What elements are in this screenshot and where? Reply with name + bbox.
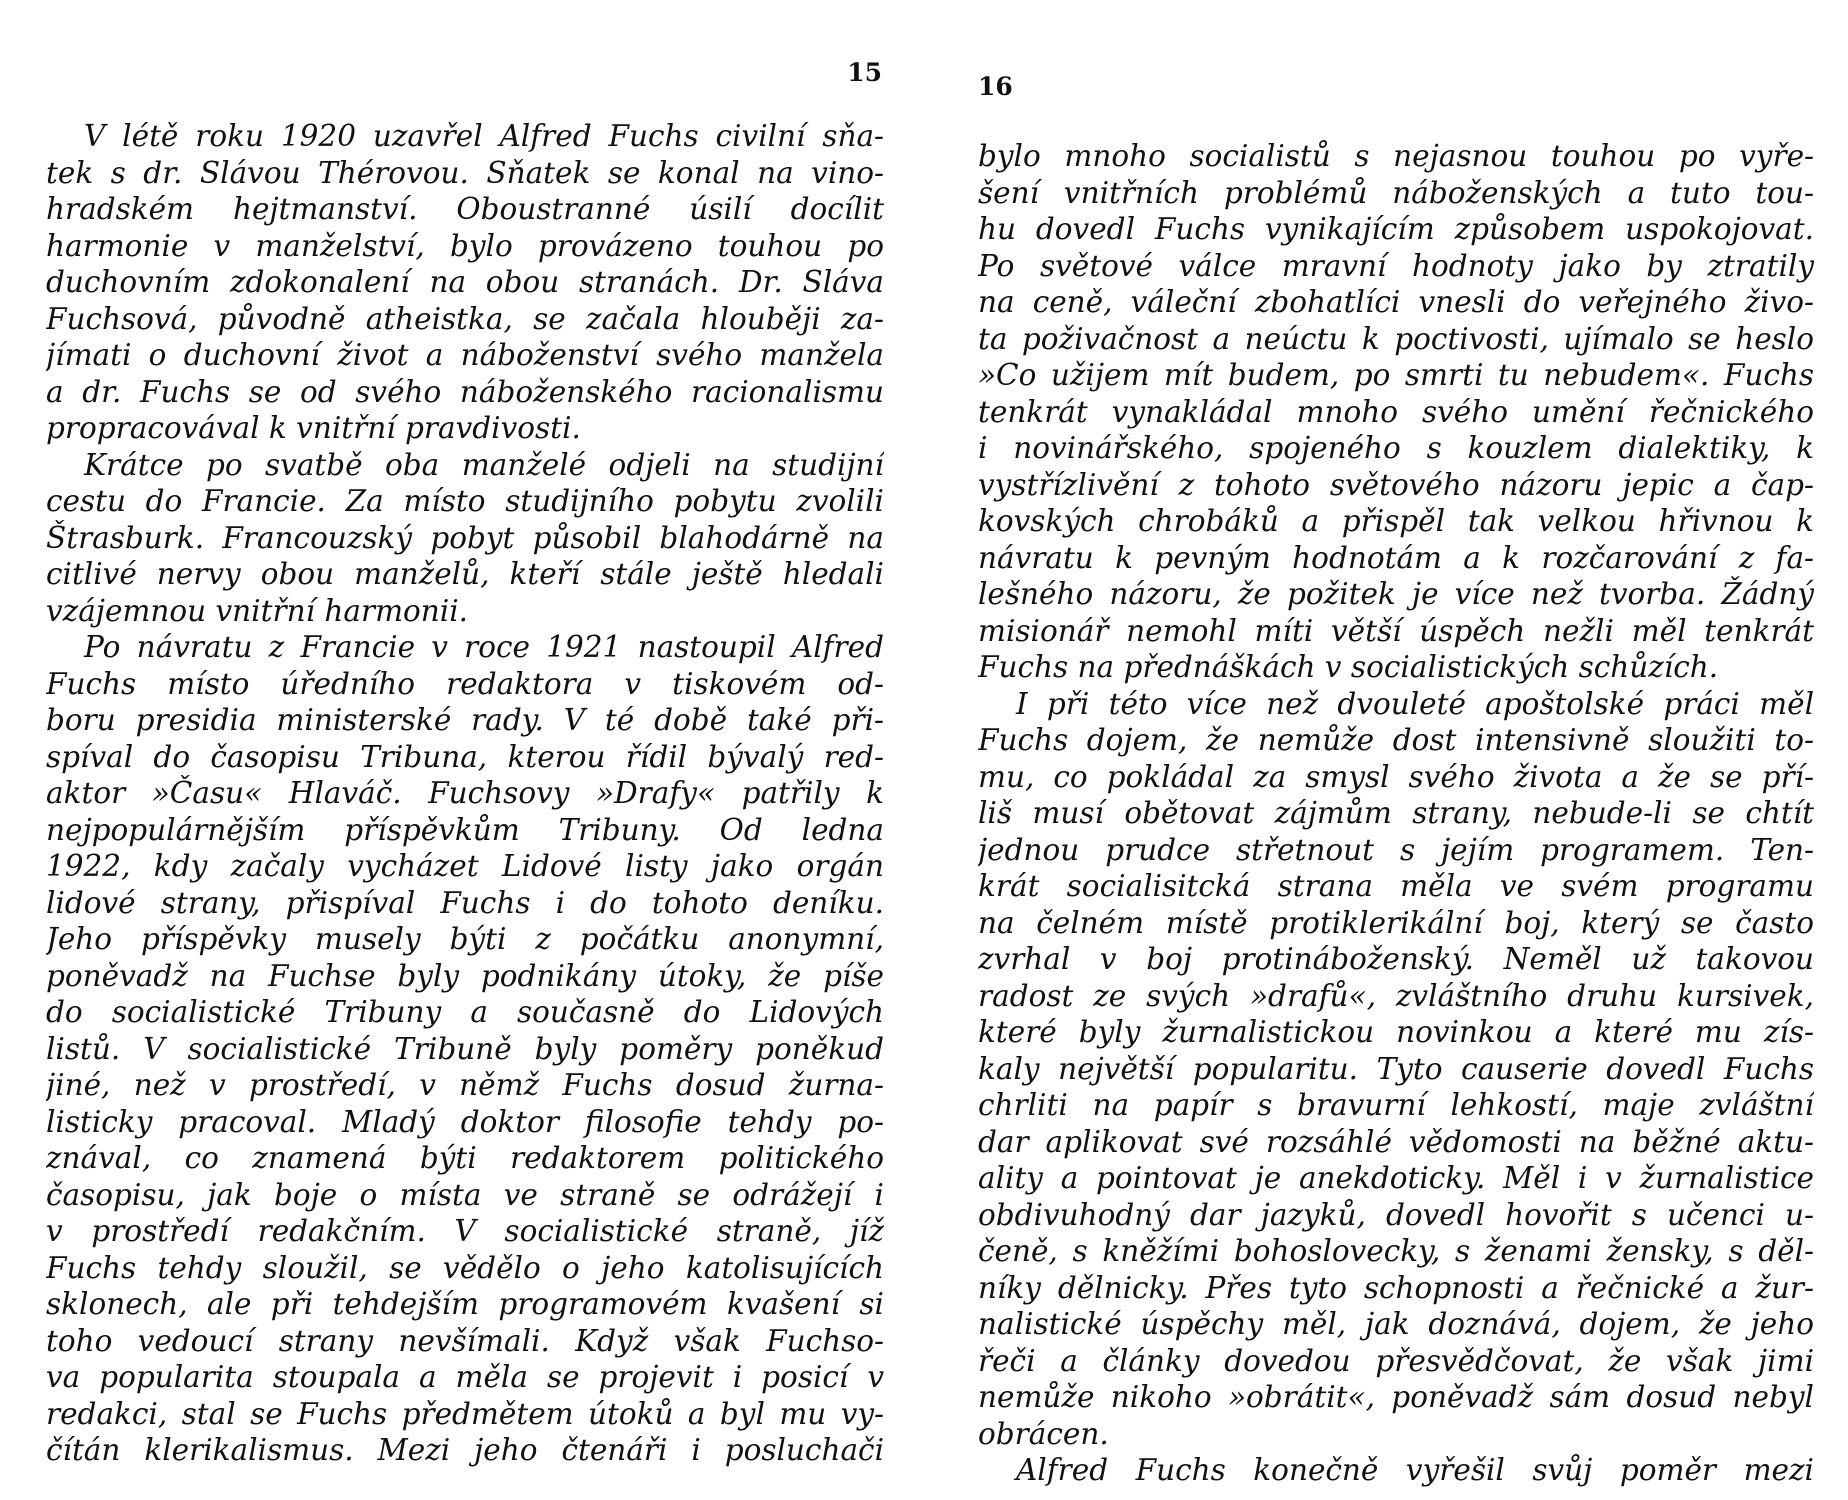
text-line: obrácen. [978, 1416, 1109, 1451]
text-line: Po návratu z Francie v roce 1921 nastoupil Alfred [84, 630, 884, 664]
text-line: lešného názoru, že požitek je více než tvorba. Žádný [978, 577, 1814, 611]
text-line: obdivuhodný dar jazyků, dovedl hovořit s učenci u- [978, 1197, 1814, 1232]
text-line: jednou prudce střetnout s jejím programem. Ten- [978, 832, 1814, 867]
paragraph [46, 118, 884, 447]
text-line: poněvadž na Fuchse byly podnikány útoky, že píše [46, 958, 884, 993]
text-line: Fuchs na přednáškách v socialistických schůzích. [978, 650, 1719, 684]
text-line: mu, co pokládal za smysl svého života a že se pří- [978, 759, 1814, 794]
text-line: Fuchs tehdy sloužil, se vědělo o jeho katolisujících [46, 1250, 884, 1285]
text-line: Fuchs místo úředního redaktora v tiskovém od- [46, 666, 884, 701]
text-line: »Co užijem mít budem, po smrti tu nebudem«. Fuchs [978, 358, 1814, 392]
text-line: řeči a články dovedou přesvědčovat, že však jimi [978, 1343, 1814, 1378]
text-line: V létě roku 1920 uzavřel Alfred Fuchs civilní sňa- [84, 119, 884, 153]
text-line: časopisu, jak boje o místa ve straně se odrážejí i [46, 1177, 884, 1212]
text-line: tek s dr. Slávou Thérovou. Sňatek se konal na vino- [46, 155, 884, 190]
text-line: ta poživačnost a neúctu k poctivosti, ujímalo se heslo [978, 321, 1814, 356]
text-line: listicky pracoval. Mladý doktor filosofie tehdy po- [46, 1104, 884, 1139]
text-line: hu dovedl Fuchs vynikajícím způsobem uspokojovat. [978, 212, 1814, 246]
text-line: misionář nemohl míti větší úspěch nežli měl tenkrát [978, 613, 1814, 648]
page-body [978, 138, 1814, 1489]
text-line: spíval do časopisu Tribuna, kterou řídil bývalý red- [46, 739, 884, 774]
text-line: vystřízlivění z tohoto světového názoru jepic a čap- [978, 467, 1814, 502]
text-line: krát socialisitcká strana měla ve svém programu [978, 869, 1814, 903]
text-line: dar aplikovat své rozsáhlé vědomosti na běžné aktu- [978, 1124, 1814, 1159]
text-line: Po světové válce mravní hodnoty jako by ztratily [978, 248, 1814, 283]
text-line: čeně, s kněžími bohoslovecky, s ženami žensky, s děl- [978, 1234, 1814, 1268]
text-line: redakci, stal se Fuchs předmětem útoků a byl mu vy- [46, 1396, 884, 1431]
text-line: nejpopulárnějším příspěvkům Tribuny. Od ledna [46, 812, 884, 847]
text-line: na ceně, váleční zbohatlíci vnesli do veřejného živo- [978, 285, 1814, 319]
text-line: bylo mnoho socialistů s nejasnou touhou po vyře- [978, 139, 1814, 173]
text-line: propracovával k vnitřní pravdivosti. [46, 411, 581, 445]
text-line: toho vedoucí strany nevšímali. Když však Fuchso- [46, 1323, 884, 1358]
text-line: návratu k pevným hodnotám a k rozčarování z fa- [978, 540, 1814, 575]
text-line: tenkrát vynakládal mnoho svého umění řečnického [978, 394, 1814, 429]
text-line: Fuchsová, původně atheistka, se začala hlouběji za- [46, 301, 884, 336]
text-line: nemůže nikoho »obrátit«, poněvadž sám dosud nebyl [978, 1380, 1814, 1414]
paragraph [978, 686, 1814, 1453]
text-line: 1922, kdy začaly vycházet Lidové listy jako orgán [46, 849, 884, 883]
left-page [46, 0, 884, 1500]
text-line: šení vnitřních problémů náboženských a tuto tou- [978, 175, 1814, 210]
text-line: které byly žurnalistickou novinkou a které mu zís- [978, 1015, 1814, 1049]
paragraph [978, 138, 1814, 686]
text-line: čítán klerikalismus. Mezi jeho čtenáři i posluchači [46, 1433, 884, 1467]
text-line: Fuchs dojem, že nemůže dost intensivně sloužiti to- [978, 723, 1814, 757]
text-line: znával, co znamená býti redaktorem politického [46, 1141, 884, 1175]
text-line: Štrasburk. Francouzský pobyt působil blahodárně na [46, 520, 884, 555]
text-line: duchovním zdokonalení na obou stranách. Dr. Sláva [46, 265, 884, 299]
text-line: do socialistické Tribuny a současně do Lidových [46, 995, 884, 1029]
text-line: Krátce po svatbě oba manželé odjeli na studijní [84, 447, 884, 482]
text-line: lidové strany, přispíval Fuchs i do tohoto deníku. [46, 885, 884, 920]
text-line: jiné, než v prostředí, v němž Fuchs dosud žurna- [46, 1068, 884, 1102]
text-line: níky dělnicky. Přes tyto schopnosti a řečnické a žur- [978, 1270, 1814, 1305]
text-line: cestu do Francie. Za místo studijního pobytu zvolili [46, 484, 884, 518]
paragraph [46, 629, 884, 1469]
paragraph [46, 447, 884, 630]
text-line: harmonie v manželství, bylo provázeno touhou po [46, 228, 884, 263]
paragraph [978, 1452, 1814, 1489]
page-number: 16 [978, 72, 1013, 101]
right-page [978, 0, 1814, 1500]
text-line: sklonech, ale při tehdejším programovém kvašení si [46, 1287, 884, 1321]
text-line: aktor »Času« Hlaváč. Fuchsovy »Drafy« patřily k [46, 776, 884, 810]
text-line: a dr. Fuchs se od svého náboženského racionalismu [46, 374, 884, 409]
text-line: listů. V socialistické Tribuně byly poměry poněkud [46, 1031, 884, 1066]
text-line: i novinářského, spojeného s kouzlem dialektiky, k [978, 431, 1814, 465]
text-line: Jeho příspěvky musely býti z počátku anonymní, [46, 922, 884, 956]
text-line: Alfred Fuchs konečně vyřešil svůj poměr mezi [1016, 1453, 1814, 1487]
text-line: va popularita stoupala a měla se projevit i posicí v [46, 1360, 884, 1394]
text-line: kaly největší popularitu. Tyto causerie dovedl Fuchs [978, 1051, 1814, 1086]
text-line: zvrhal v boj protináboženský. Neměl už takovou [978, 942, 1814, 976]
page-number: 15 [847, 58, 882, 87]
text-line: v prostředí redakčním. V socialistické straně, jíž [46, 1214, 884, 1248]
page-body [46, 118, 884, 1469]
text-line: na čelném místě protiklerikální boj, který se často [978, 905, 1814, 940]
text-line: ality a pointovat je anekdoticky. Měl i v žurnalistice [978, 1161, 1814, 1195]
text-line: boru presidia ministerské rady. V té době také při- [46, 703, 884, 737]
text-line: vzájemnou vnitřní harmonii. [46, 593, 469, 628]
text-line: I při této více než dvouleté apoštolské práci měl [1016, 686, 1814, 721]
text-line: nalistické úspěchy měl, jak doznává, dojem, že jeho [978, 1307, 1814, 1341]
text-line: liš musí obětovat zájmům strany, nebude-li se chtít [978, 796, 1814, 830]
text-line: jímati o duchovní život a náboženství svého manžela [46, 338, 884, 372]
text-line: kovských chrobáků a přispěl tak velkou hřivnou k [978, 504, 1814, 538]
text-line: citlivé nervy obou manželů, kteří stále ještě hledali [46, 557, 884, 591]
text-line: radost ze svých »drafů«, zvláštního druhu kursivek, [978, 978, 1814, 1013]
text-line: chrliti na papír s bravurní lehkostí, maje zvláštní [978, 1088, 1814, 1122]
text-line: hradském hejtmanství. Oboustranné úsilí docílit [46, 192, 884, 226]
